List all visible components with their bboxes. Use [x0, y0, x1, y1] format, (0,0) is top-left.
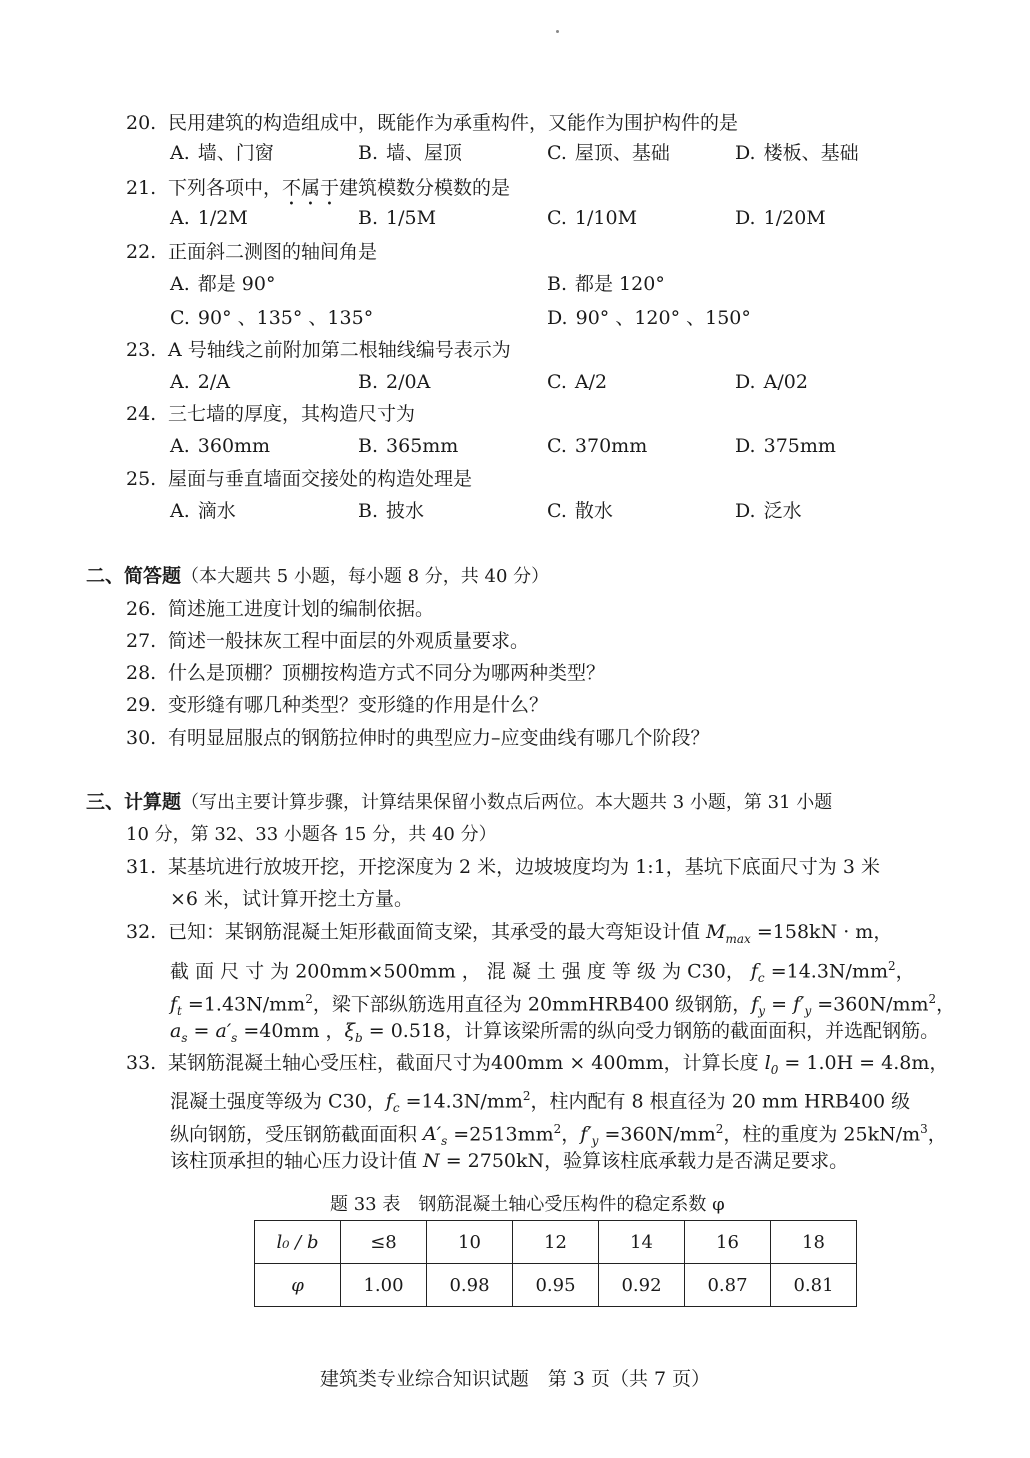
question-number: 28.	[126, 662, 157, 684]
option-d	[735, 205, 826, 231]
question-number: 33.	[126, 1052, 157, 1074]
option-label: A.	[170, 273, 190, 295]
question-32-line4	[170, 1015, 939, 1054]
question-number: 23.	[126, 339, 157, 361]
option-label: B.	[358, 142, 379, 164]
q33-text: 该柱顶承担的轴心压力设计值	[170, 1150, 424, 1172]
question-31	[126, 854, 880, 880]
option-a	[170, 271, 275, 297]
option-text: A/2	[574, 371, 608, 393]
q32-text: ，	[936, 993, 956, 1016]
section-note: （写出主要计算步骤，计算结果保留小数点后两位。本大题共 3 小题，第 31 小题	[181, 792, 833, 813]
option-c	[170, 305, 373, 331]
table-row-phi	[255, 1264, 857, 1307]
question-number: 27.	[126, 630, 157, 652]
question-text-line1: 某基坑进行放坡开挖，开挖深度为 2 米，边坡坡度均为 1:1，基坑下底面尺寸为 3 米	[168, 856, 880, 878]
option-text: 泛水	[763, 500, 802, 522]
option-text: 墙、屋顶	[386, 142, 463, 164]
table-cell: ≤8	[341, 1221, 427, 1264]
q32-text: 截 面 尺 寸 为 200mm×500mm ， 混 凝 土 强 度 等 级 为 C30，	[170, 960, 751, 983]
superscript-2: 2	[522, 1089, 531, 1103]
option-label: D.	[735, 371, 756, 393]
symbol-as-prime-cap: $A'_s$	[423, 1123, 448, 1149]
question-text: 变形缝有哪几种类型？变形缝的作用是什么？	[168, 694, 549, 716]
option-c	[547, 433, 647, 459]
question-28	[126, 660, 605, 686]
q33-text: = 1.0H = 4.8m，	[778, 1052, 949, 1074]
symbol-l0: $l_0$	[764, 1052, 779, 1077]
table-cell: 0.87	[685, 1264, 771, 1307]
option-label: A.	[170, 142, 190, 164]
superscript-2: 2	[715, 1122, 724, 1136]
option-text: 屋顶、基础	[574, 142, 670, 164]
table-cell: 1.00	[341, 1264, 427, 1307]
symbol-fc: $f_c$	[750, 960, 765, 986]
symbol-fy-prime: $f'_y$	[793, 993, 812, 1019]
question-number: 26.	[126, 598, 157, 620]
question-24	[126, 401, 415, 427]
section-3-note-cont	[126, 821, 497, 848]
table-header-cell: φ	[255, 1264, 341, 1307]
option-c	[547, 140, 670, 166]
option-label: B.	[547, 273, 568, 295]
question-text-line2: ×6 米，试计算开挖土方量。	[170, 888, 414, 910]
table-header-cell: l₀ / b	[255, 1221, 341, 1264]
superscript-2: 2	[887, 959, 896, 973]
question-number: 25.	[126, 468, 157, 490]
question-stem: 三七墙的厚度，其构造尺寸为	[168, 403, 416, 425]
question-text: 简述一般抹灰工程中面层的外观质量要求。	[168, 630, 530, 652]
question-stem: 民用建筑的构造组成中，既能作为承重构件，又能作为围护构件的是	[168, 112, 739, 134]
option-text: 披水	[386, 500, 425, 522]
option-label: D.	[547, 307, 568, 329]
question-stem-pre: 下列各项中，	[168, 177, 283, 199]
option-label: C.	[547, 207, 567, 229]
question-27	[126, 628, 529, 654]
option-text: 365mm	[386, 435, 459, 457]
option-b	[358, 369, 430, 395]
option-b	[547, 271, 665, 297]
question-number: 21.	[126, 177, 157, 199]
q32-text: = 0.518，计算该梁所需的纵向受力钢筋的截面面积，并选配钢筋。	[362, 1020, 940, 1042]
superscript-2: 2	[305, 992, 313, 1006]
q33-text: 混凝土强度等级为 C30，	[170, 1090, 386, 1113]
option-label: B.	[358, 371, 379, 393]
q33-text: =2513mm	[447, 1123, 554, 1146]
question-33-line4	[170, 1145, 848, 1177]
question-number: 29.	[126, 694, 157, 716]
option-label: A.	[170, 435, 190, 457]
section-note-line2: 10 分，第 32、33 小题各 15 分，共 40 分）	[126, 824, 497, 845]
table-cell: 0.81	[771, 1264, 857, 1307]
q32-text: =14.3N/mm	[764, 960, 888, 983]
question-30	[126, 725, 710, 751]
option-d	[735, 369, 808, 395]
option-text: A/02	[763, 371, 808, 393]
scan-dot	[556, 30, 559, 33]
option-a	[170, 140, 274, 166]
table-row-ratio	[255, 1221, 857, 1264]
question-text: 什么是顶棚？顶棚按构造方式不同分为哪两种类型？	[168, 662, 606, 684]
question-23	[126, 337, 511, 363]
symbol-as-prime: $a'_s$	[215, 1020, 238, 1045]
option-text: 楼板、基础	[763, 142, 859, 164]
question-number: 22.	[126, 241, 157, 263]
option-text: 2/0A	[386, 371, 431, 393]
q33-text: 某钢筋混凝土轴心受压柱，截面尺寸为400mm × 400mm，计算长度	[168, 1052, 765, 1074]
question-20	[126, 110, 738, 136]
question-22	[126, 239, 377, 265]
table-cell: 16	[685, 1221, 771, 1264]
section-title: 三、计算题	[86, 791, 182, 813]
q32-text: =158kN · m，	[750, 921, 893, 943]
option-text: 滴水	[197, 500, 236, 522]
symbol-as: $a_s$	[170, 1020, 188, 1045]
question-number: 31.	[126, 856, 157, 878]
option-label: A.	[170, 207, 190, 229]
option-d	[735, 498, 802, 524]
q32-text: ，	[895, 960, 915, 983]
table-caption: 题 33 表 钢筋混凝土轴心受压构件的稳定系数 φ	[330, 1194, 725, 1215]
section-title: 二、简答题	[86, 565, 182, 587]
option-b	[358, 498, 424, 524]
question-stem: A 号轴线之前附加第二根轴线编号表示为	[168, 339, 511, 361]
q33-text: = 2750kN，验算该柱底承载力是否满足要求。	[439, 1150, 849, 1172]
option-label: B.	[358, 500, 379, 522]
option-label: C.	[547, 435, 567, 457]
option-d	[547, 305, 751, 331]
option-label: D.	[735, 435, 756, 457]
option-text: 都是 120°	[575, 273, 665, 295]
option-text: 都是 90°	[197, 273, 276, 295]
question-number: 32.	[126, 921, 157, 943]
option-d	[735, 140, 859, 166]
section-note: （本大题共 5 小题，每小题 8 分，共 40 分）	[181, 566, 550, 587]
symbol-fy-prime: $f'_y$	[580, 1123, 599, 1149]
q33-text: =14.3N/mm	[399, 1090, 523, 1113]
question-number: 24.	[126, 403, 157, 425]
option-b	[358, 205, 436, 231]
q33-comma: ，	[927, 1123, 947, 1146]
q32-text: =360N/mm	[811, 993, 929, 1016]
superscript-2: 2	[553, 1122, 562, 1136]
question-text: 有明显屈服点的钢筋拉伸时的典型应力–应变曲线有哪几个阶段？	[168, 727, 710, 749]
option-label: C.	[547, 500, 567, 522]
q33-text: ，柱的重度为 25kN/m	[723, 1123, 921, 1146]
section-2-header	[86, 563, 549, 590]
symbol-fy: $f_y$	[751, 993, 766, 1019]
option-label: C.	[547, 142, 567, 164]
option-label: D.	[735, 207, 756, 229]
superscript-3: 3	[920, 1122, 928, 1136]
option-text: 1/10M	[574, 207, 638, 229]
question-33	[126, 1050, 948, 1083]
option-text: 散水	[574, 500, 613, 522]
question-stem-post: 建筑模数分模数的是	[339, 177, 511, 199]
option-text: 2/A	[197, 371, 230, 393]
symbol-ft: $f_t$	[170, 993, 182, 1019]
question-text: 简述施工进度计划的编制依据。	[168, 598, 435, 620]
table-cell: 0.92	[599, 1264, 685, 1307]
option-d	[735, 433, 836, 459]
q32-text: =	[187, 1020, 216, 1042]
option-b	[358, 140, 462, 166]
table-cell: 12	[513, 1221, 599, 1264]
q32-text: =40mm ，	[237, 1020, 345, 1042]
option-label: B.	[358, 435, 379, 457]
option-text: 1/5M	[386, 207, 437, 229]
option-a	[170, 205, 248, 231]
question-26	[126, 596, 434, 622]
option-label: A.	[170, 500, 190, 522]
option-label: B.	[358, 207, 379, 229]
option-label: C.	[547, 371, 567, 393]
question-29	[126, 692, 548, 718]
symbol-n: N	[423, 1150, 440, 1172]
question-stem-emphasis: 不属于	[282, 177, 340, 199]
question-31-cont	[170, 883, 413, 915]
page-footer: 建筑类专业综合知识试题 第 3 页（共 7 页）	[319, 1368, 711, 1390]
option-text: 375mm	[763, 435, 836, 457]
option-label: A.	[170, 371, 190, 393]
question-32	[126, 919, 892, 952]
option-label: D.	[735, 500, 756, 522]
table-cell: 14	[599, 1221, 685, 1264]
table-cell: 18	[771, 1221, 857, 1264]
table-cell: 0.95	[513, 1264, 599, 1307]
option-text: 90° 、120° 、150°	[575, 307, 751, 329]
stability-coefficient-table	[254, 1220, 857, 1307]
option-a	[170, 369, 230, 395]
q32-text: 已知：某钢筋混凝土矩形截面简支梁，其承受的最大弯矩设计值	[168, 921, 707, 943]
symbol-m-max: $M_{max}$	[706, 921, 751, 946]
q32-text: ，梁下部纵筋选用直径为 20mmHRB400 级钢筋，	[312, 993, 752, 1016]
superscript-2: 2	[928, 992, 937, 1006]
q33-text: =360N/mm	[598, 1123, 716, 1146]
option-c	[547, 498, 613, 524]
question-number: 20.	[126, 112, 157, 134]
section-3-header	[86, 789, 832, 816]
option-c	[547, 205, 637, 231]
option-text: 1/20M	[763, 207, 826, 229]
question-stem: 正面斜二测图的轴间角是	[168, 241, 378, 263]
option-b	[358, 433, 458, 459]
option-text: 1/2M	[197, 207, 248, 229]
table-cell: 0.98	[427, 1264, 513, 1307]
question-25	[126, 466, 472, 492]
option-text: 360mm	[197, 435, 271, 457]
option-a	[170, 498, 236, 524]
option-text: 90° 、135° 、135°	[197, 307, 374, 329]
question-stem: 屋面与垂直墙面交接处的构造处理是	[168, 468, 473, 490]
option-text: 墙、门窗	[197, 142, 274, 164]
q33-text: 纵向钢筋，受压钢筋截面面积	[170, 1123, 424, 1146]
option-label: C.	[170, 307, 190, 329]
q33-text: ，柱内配有 8 根直径为 20 mm HRB400 级	[530, 1090, 911, 1113]
option-c	[547, 369, 607, 395]
option-a	[170, 433, 270, 459]
question-number: 30.	[126, 727, 157, 749]
symbol-xi-b: $\xi_b$	[344, 1020, 363, 1045]
q33-text: ，	[561, 1123, 581, 1146]
option-label: D.	[735, 142, 756, 164]
table-cell: 10	[427, 1221, 513, 1264]
q32-text: =	[765, 993, 794, 1016]
q32-text: =1.43N/mm	[181, 993, 306, 1016]
option-text: 370mm	[574, 435, 648, 457]
symbol-fc: $f_c$	[385, 1090, 400, 1116]
